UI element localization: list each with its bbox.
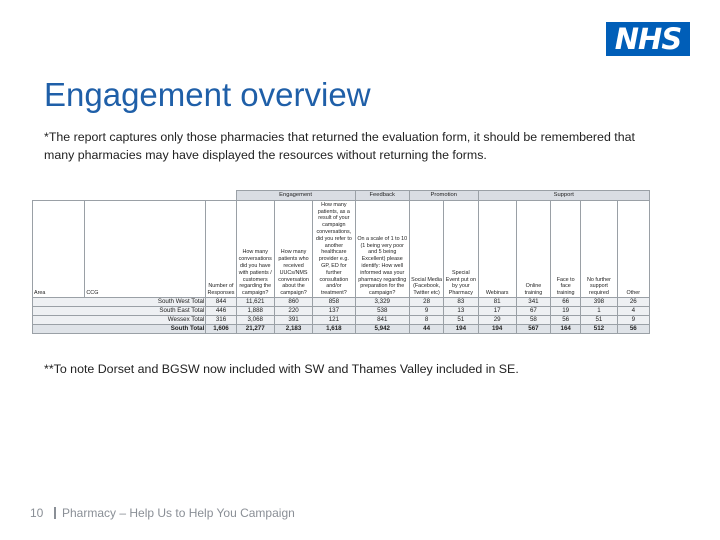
engagement-table-image bbox=[32, 190, 650, 336]
header-responses: Number of Responses bbox=[206, 201, 236, 298]
cell-responses: 316 bbox=[206, 316, 236, 325]
section-blank bbox=[33, 191, 237, 201]
cell-rating: 841 bbox=[355, 316, 409, 325]
cell-conversations: 3,068 bbox=[236, 316, 274, 325]
nhs-logo: NHS bbox=[606, 22, 690, 56]
header-events: Special Event put on by your Pharmacy bbox=[444, 201, 478, 298]
intro-note: *The report captures only those pharmacies that returned the evaluation form, it should be remembered that many pharmacies may have displayed the resources without returning the forms. bbox=[44, 130, 635, 162]
row-label: Wessex Total bbox=[33, 316, 206, 325]
page-number: 10 bbox=[30, 506, 44, 520]
section-header-row bbox=[33, 191, 650, 201]
slide-footer bbox=[30, 506, 295, 520]
row-label: South Total bbox=[33, 325, 206, 334]
cell-recorded: 2,183 bbox=[274, 325, 312, 334]
cell-responses: 446 bbox=[206, 307, 236, 316]
cell-f2f: 66 bbox=[551, 298, 581, 307]
cell-other: 56 bbox=[617, 325, 649, 334]
section-promotion: Promotion bbox=[409, 191, 478, 201]
cell-conversations: 21,277 bbox=[236, 325, 274, 334]
cell-recorded: 220 bbox=[274, 307, 312, 316]
cell-events: 13 bbox=[444, 307, 478, 316]
header-rating: On a scale of 1 to 10 (1 being very poor and 5 being Excellent) please identify: How well informed was your pharmacy regarding preparation for the campaign? bbox=[355, 201, 409, 298]
cell-events: 51 bbox=[444, 316, 478, 325]
cell-referred: 121 bbox=[313, 316, 355, 325]
table-row bbox=[33, 316, 650, 325]
table-row bbox=[33, 307, 650, 316]
cell-events: 83 bbox=[444, 298, 478, 307]
column-header-row bbox=[33, 201, 650, 298]
cell-f2f: 19 bbox=[551, 307, 581, 316]
row-label: South East Total bbox=[33, 307, 206, 316]
cell-conversations: 11,621 bbox=[236, 298, 274, 307]
cell-rating: 538 bbox=[355, 307, 409, 316]
cell-referred: 1,618 bbox=[313, 325, 355, 334]
cell-online: 67 bbox=[516, 307, 550, 316]
cell-webinars: 81 bbox=[478, 298, 516, 307]
table-total-row bbox=[33, 325, 650, 334]
header-referred: How many patients, as a result of your campaign conversations, did you refer to another healthcare provider e.g. GP, ED for further consultation and/or treatment? bbox=[313, 201, 355, 298]
cell-other: 4 bbox=[617, 307, 649, 316]
cell-other: 26 bbox=[617, 298, 649, 307]
cell-other: 9 bbox=[617, 316, 649, 325]
cell-responses: 1,606 bbox=[206, 325, 236, 334]
footnote: **To note Dorset and BGSW now included with SW and Thames Valley included in SE. bbox=[44, 362, 519, 376]
cell-social: 44 bbox=[409, 325, 443, 334]
page-title: Engagement overview bbox=[44, 76, 371, 113]
header-ccg: CCG bbox=[85, 201, 206, 298]
footer-divider bbox=[54, 507, 56, 519]
cell-conversations: 1,888 bbox=[236, 307, 274, 316]
section-feedback: Feedback bbox=[355, 191, 409, 201]
cell-online: 341 bbox=[516, 298, 550, 307]
header-area: Area bbox=[33, 201, 85, 298]
cell-social: 9 bbox=[409, 307, 443, 316]
header-online: Online training bbox=[516, 201, 550, 298]
cell-webinars: 29 bbox=[478, 316, 516, 325]
footer-text: Pharmacy – Help Us to Help You Campaign bbox=[62, 506, 295, 520]
section-engagement: Engagement bbox=[236, 191, 355, 201]
cell-f2f: 56 bbox=[551, 316, 581, 325]
cell-none: 512 bbox=[581, 325, 617, 334]
engagement-table bbox=[32, 190, 650, 334]
cell-recorded: 860 bbox=[274, 298, 312, 307]
cell-responses: 844 bbox=[206, 298, 236, 307]
cell-recorded: 391 bbox=[274, 316, 312, 325]
header-social: Social Media (Facebook, Twitter etc) bbox=[409, 201, 443, 298]
cell-social: 28 bbox=[409, 298, 443, 307]
header-other: Other bbox=[617, 201, 649, 298]
table-row bbox=[33, 298, 650, 307]
cell-rating: 3,329 bbox=[355, 298, 409, 307]
header-webinars: Webinars bbox=[478, 201, 516, 298]
cell-webinars: 194 bbox=[478, 325, 516, 334]
section-support: Support bbox=[478, 191, 650, 201]
cell-none: 398 bbox=[581, 298, 617, 307]
cell-rating: 5,942 bbox=[355, 325, 409, 334]
cell-events: 194 bbox=[444, 325, 478, 334]
row-label: South West Total bbox=[33, 298, 206, 307]
cell-f2f: 164 bbox=[551, 325, 581, 334]
cell-none: 51 bbox=[581, 316, 617, 325]
cell-none: 1 bbox=[581, 307, 617, 316]
cell-referred: 137 bbox=[313, 307, 355, 316]
header-none: No further support required bbox=[581, 201, 617, 298]
cell-webinars: 17 bbox=[478, 307, 516, 316]
header-f2f: Face to face training bbox=[551, 201, 581, 298]
header-recorded: How many patients who received UUCs/NMS conversation about the campaign? bbox=[274, 201, 312, 298]
header-conversations: How many conversations did you have with patients / customers regarding the campaign? bbox=[236, 201, 274, 298]
cell-referred: 858 bbox=[313, 298, 355, 307]
cell-social: 8 bbox=[409, 316, 443, 325]
cell-online: 567 bbox=[516, 325, 550, 334]
cell-online: 58 bbox=[516, 316, 550, 325]
